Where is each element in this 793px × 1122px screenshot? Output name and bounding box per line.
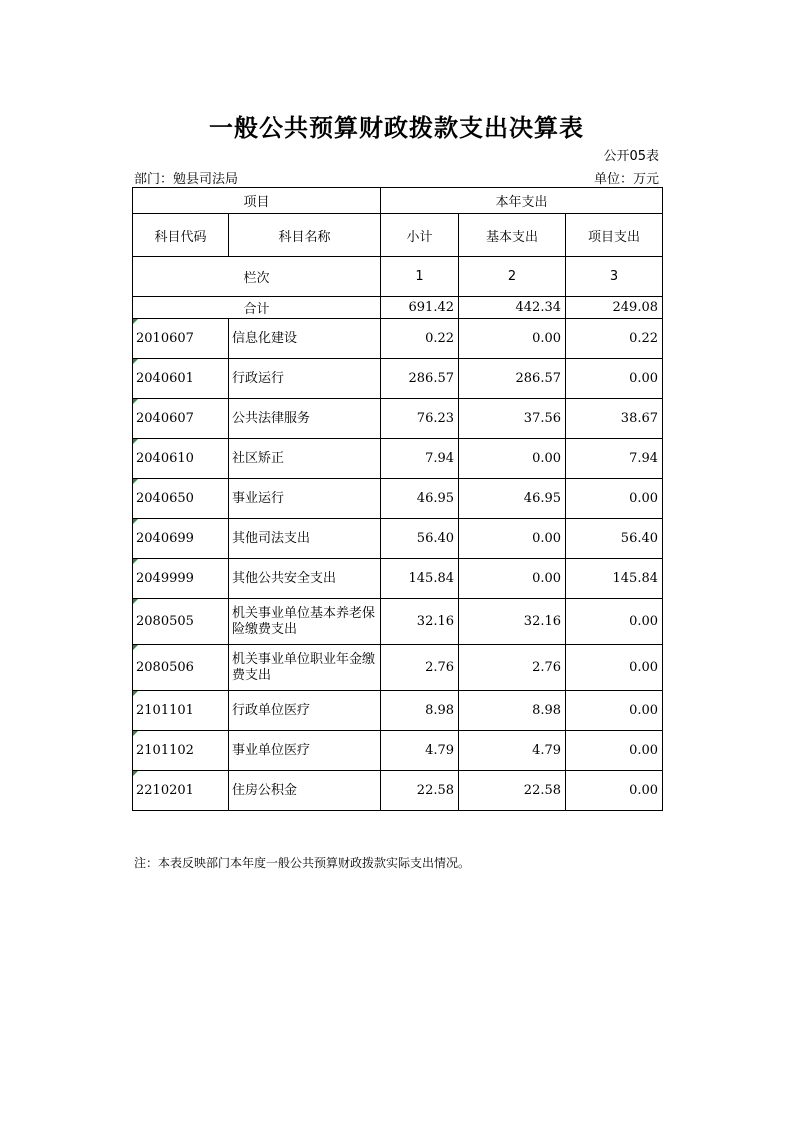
row-basic: 0.00 — [459, 559, 566, 599]
table-row — [133, 691, 663, 731]
row-name: 行政单位医疗 — [229, 691, 381, 731]
row-subtotal: 2.76 — [381, 645, 459, 691]
cell-marker-icon — [133, 359, 138, 364]
row-basic: 22.58 — [459, 771, 566, 811]
row-subtotal: 76.23 — [381, 399, 459, 439]
row-code: 2210201 — [136, 783, 194, 798]
row-code-cell — [133, 599, 229, 645]
row-name: 行政运行 — [229, 359, 381, 399]
table-row — [133, 479, 663, 519]
row-name: 社区矫正 — [229, 439, 381, 479]
row-code: 2040607 — [136, 411, 194, 426]
row-project: 0.00 — [566, 771, 663, 811]
row-name: 信息化建设 — [229, 319, 381, 359]
cell-marker-icon — [133, 691, 138, 696]
header-code: 科目代码 — [133, 214, 229, 257]
row-subtotal: 7.94 — [381, 439, 459, 479]
column-index-label: 栏次 — [133, 257, 381, 297]
row-subtotal: 145.84 — [381, 559, 459, 599]
form-code: 公开05表 — [603, 149, 659, 164]
row-subtotal: 32.16 — [381, 599, 459, 645]
row-project: 7.94 — [566, 439, 663, 479]
row-name: 其他司法支出 — [229, 519, 381, 559]
cell-marker-icon — [133, 645, 138, 650]
row-name: 机关事业单位基本养老保险缴费支出 — [229, 599, 381, 645]
row-basic: 46.95 — [459, 479, 566, 519]
row-basic: 0.00 — [459, 439, 566, 479]
row-basic: 286.57 — [459, 359, 566, 399]
row-subtotal: 286.57 — [381, 359, 459, 399]
table-row — [133, 731, 663, 771]
table-row — [133, 645, 663, 691]
row-project: 0.22 — [566, 319, 663, 359]
row-code-cell — [133, 359, 229, 399]
row-project: 0.00 — [566, 731, 663, 771]
cell-marker-icon — [133, 439, 138, 444]
row-code-cell — [133, 519, 229, 559]
row-code: 2040650 — [136, 491, 194, 506]
row-subtotal: 0.22 — [381, 319, 459, 359]
row-project: 0.00 — [566, 691, 663, 731]
total-label: 合计 — [133, 297, 381, 319]
row-name: 其他公共安全支出 — [229, 559, 381, 599]
header-project: 项目支出 — [566, 214, 663, 257]
row-code: 2040601 — [136, 371, 194, 386]
table-row — [133, 559, 663, 599]
row-code: 2101101 — [136, 703, 194, 718]
column-index-3: 3 — [566, 257, 663, 297]
row-basic: 32.16 — [459, 599, 566, 645]
row-subtotal: 22.58 — [381, 771, 459, 811]
row-basic: 4.79 — [459, 731, 566, 771]
row-code-cell — [133, 731, 229, 771]
row-code: 2049999 — [136, 571, 194, 586]
expenditure-table — [132, 187, 663, 811]
row-code-cell — [133, 319, 229, 359]
table-row — [133, 439, 663, 479]
row-project: 0.00 — [566, 645, 663, 691]
row-name: 事业运行 — [229, 479, 381, 519]
row-project: 0.00 — [566, 599, 663, 645]
column-index-row — [133, 257, 663, 297]
row-code-cell — [133, 691, 229, 731]
total-project: 249.08 — [566, 297, 663, 319]
row-code-cell — [133, 771, 229, 811]
row-name: 公共法律服务 — [229, 399, 381, 439]
cell-marker-icon — [133, 519, 138, 524]
row-project: 0.00 — [566, 359, 663, 399]
page-title: 一般公共预算财政拨款支出决算表 — [209, 114, 584, 142]
footnote: 注：本表反映部门本年度一般公共预算财政拨款实际支出情况。 — [134, 856, 471, 870]
row-code-cell — [133, 645, 229, 691]
row-project: 0.00 — [566, 479, 663, 519]
row-code-cell — [133, 479, 229, 519]
header-item: 项目 — [133, 188, 381, 214]
row-code: 2040610 — [136, 451, 194, 466]
row-name: 机关事业单位职业年金缴费支出 — [229, 645, 381, 691]
row-code: 2101102 — [136, 743, 194, 758]
table-row — [133, 359, 663, 399]
row-project: 56.40 — [566, 519, 663, 559]
column-index-2: 2 — [459, 257, 566, 297]
row-subtotal: 4.79 — [381, 731, 459, 771]
row-subtotal: 56.40 — [381, 519, 459, 559]
header-basic: 基本支出 — [459, 214, 566, 257]
row-code: 2040699 — [136, 531, 194, 546]
table-row — [133, 319, 663, 359]
table-row — [133, 519, 663, 559]
row-code: 2010607 — [136, 331, 194, 346]
row-basic: 0.00 — [459, 519, 566, 559]
row-subtotal: 46.95 — [381, 479, 459, 519]
row-code-cell — [133, 559, 229, 599]
unit-label: 单位：万元 — [593, 172, 659, 187]
cell-marker-icon — [133, 479, 138, 484]
row-basic: 8.98 — [459, 691, 566, 731]
column-index-1: 1 — [381, 257, 459, 297]
row-subtotal: 8.98 — [381, 691, 459, 731]
row-code: 2080506 — [136, 660, 194, 675]
cell-marker-icon — [133, 319, 138, 324]
row-project: 145.84 — [566, 559, 663, 599]
row-code-cell — [133, 399, 229, 439]
table-row — [133, 771, 663, 811]
row-basic: 2.76 — [459, 645, 566, 691]
table-row — [133, 599, 663, 645]
department-label: 部门：勉县司法局 — [134, 172, 239, 187]
total-subtotal: 691.42 — [381, 297, 459, 319]
header-name: 科目名称 — [229, 214, 381, 257]
total-row — [133, 297, 663, 319]
row-code: 2080505 — [136, 614, 194, 629]
row-project: 38.67 — [566, 399, 663, 439]
cell-marker-icon — [133, 559, 138, 564]
header-subtotal: 小计 — [381, 214, 459, 257]
total-basic: 442.34 — [459, 297, 566, 319]
cell-marker-icon — [133, 731, 138, 736]
row-name: 事业单位医疗 — [229, 731, 381, 771]
cell-marker-icon — [133, 771, 138, 776]
row-name: 住房公积金 — [229, 771, 381, 811]
row-basic: 37.56 — [459, 399, 566, 439]
row-code-cell — [133, 439, 229, 479]
header-current-year: 本年支出 — [381, 188, 663, 214]
cell-marker-icon — [133, 399, 138, 404]
table-row — [133, 399, 663, 439]
row-basic: 0.00 — [459, 319, 566, 359]
cell-marker-icon — [133, 599, 138, 604]
